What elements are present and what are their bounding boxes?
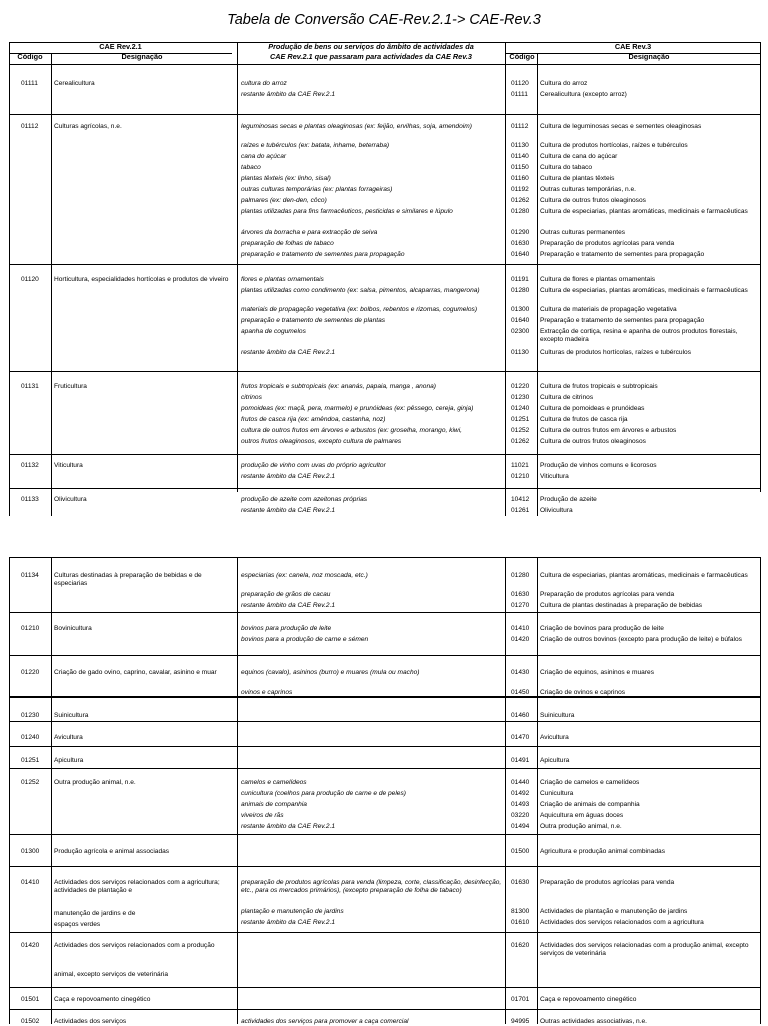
rev3-designation: Cultura de cana do açúcar (540, 153, 618, 160)
rev21-code: 01410 (21, 879, 40, 886)
rev21-designation-continuation: espaços verdes (54, 921, 101, 928)
rev3-code: 01191 (511, 276, 529, 283)
grid-vline (505, 64, 506, 492)
rev3-designation: Cultura de frutos tropicais e subtropicais (540, 383, 658, 390)
grid-vline (760, 557, 761, 1024)
activity-description: palmares (ex: den-den, côco) (241, 197, 327, 204)
rev3-designation: Cultura de outros frutos em árvores e arbustos (540, 427, 677, 434)
rev21-designation: Caça e repovoamento cinegético (54, 996, 151, 1003)
rev3-code: 01240 (511, 405, 530, 412)
rev21-code: 01134 (21, 572, 39, 579)
activity-description: preparação e tratamento de sementes para propagação (241, 251, 405, 258)
rev21-code: 01112 (21, 123, 39, 130)
rev21-code: 01220 (21, 669, 40, 676)
rev21-code: 01252 (21, 779, 40, 786)
header-cae-rev21: CAE Rev.2.1 (99, 42, 142, 51)
activity-description: cultura do arroz (241, 80, 287, 87)
rev3-designation: Criação de bovinos para produção de leite (540, 625, 664, 632)
activity-description: preparação de folhas de tabaco (241, 240, 334, 247)
rev3-designation: Cultura de especiarias, plantas aromáticas, medicinais e farmacêuticas (540, 572, 748, 579)
rev3-designation: Culturas de produtos hortícolas, raízes e tubérculos (540, 349, 692, 356)
activity-description: produção de azeite com azeitonas próprias (241, 496, 368, 503)
activity-description: restante âmbito da CAE Rev.2.1 (241, 473, 336, 480)
activity-description: viveiros de rãs (241, 812, 284, 819)
activity-description: actividades dos serviços para promover a caça comercial (241, 1018, 409, 1025)
grid-hline (9, 655, 760, 656)
rev3-designation: Produção de azeite (540, 496, 597, 503)
grid-hline (9, 768, 760, 769)
grid-vline (9, 557, 10, 1024)
rev21-code: 01132 (21, 462, 39, 469)
rev3-code: 01140 (511, 153, 529, 160)
grid-hline (9, 1009, 760, 1010)
activity-description: plantas têxteis (ex: linho, sisal) (241, 175, 331, 182)
rev3-designation: Cultura do arroz (540, 80, 588, 87)
rev3-code: 01270 (511, 602, 530, 609)
rev3-code: 01492 (511, 790, 530, 797)
grid-vline (505, 492, 506, 516)
rev3-code: 01470 (511, 734, 530, 741)
rev3-code: 01410 (511, 625, 530, 632)
rev3-designation: Apicultura (540, 757, 570, 764)
rev3-code: 01111 (511, 91, 528, 98)
grid-vline (537, 557, 538, 1024)
rev3-designation: Cultura de plantas têxteis (540, 175, 615, 182)
grid-vline (51, 64, 52, 492)
rev21-code: 01251 (21, 757, 40, 764)
rev3-designation: Outra produção animal, n.e. (540, 823, 622, 830)
header-codigo-right: Código (509, 52, 535, 61)
rev3-code: 02300 (511, 328, 530, 335)
rev3-code: 01460 (511, 712, 530, 719)
rev21-code: 01502 (21, 1018, 40, 1025)
rev3-designation: Agricultura e produção animal combinadas (540, 848, 665, 855)
rev3-code: 11021 (511, 462, 529, 469)
rev3-designation: Preparação de produtos agrícolas para venda (540, 591, 675, 598)
rev3-designation: Preparação e tratamento de sementes para propagação (540, 251, 705, 258)
rev3-designation: Preparação de produtos agrícolas para venda (540, 240, 675, 247)
activity-description: raízes e tubérculos (ex: batata, inhame, beterraba) (241, 142, 390, 149)
grid-vline (237, 64, 238, 492)
rev3-designation: Cunicultura (540, 790, 574, 797)
grid-vline (760, 42, 761, 64)
rev3-code: 01640 (511, 251, 530, 258)
rev21-code: 01111 (21, 80, 38, 87)
rev3-designation: Actividades de plantação e manutenção de jardins (540, 908, 688, 915)
activity-description: leguminosas secas e plantas oleaginosas (ex: feijão, ervilhas, soja, amendoim) (241, 123, 472, 130)
rev3-designation: Cultura de produtos hortícolas, raízes e tubérculos (540, 142, 688, 149)
rev21-designation: Horticultura, especialidades hortícolas e produtos de viveiro (54, 276, 229, 283)
rev3-code: 01220 (511, 383, 530, 390)
rev21-designation: Produção agrícola e animal associadas (54, 848, 170, 855)
rev3-code: 01130 (511, 349, 529, 356)
rev3-code: 01120 (511, 80, 529, 87)
rev21-designation: Bovinicultura (54, 625, 92, 632)
rev21-designation: Culturas destinadas à preparação de bebidas e de especiarias (54, 572, 202, 587)
grid-vline (237, 557, 238, 1024)
rev3-designation: Preparação de produtos agrícolas para venda (540, 879, 675, 886)
grid-hline (9, 488, 760, 489)
rev3-designation: Actividades dos serviços relacionados com a agricultura (540, 919, 704, 926)
rev3-code: 01491 (511, 757, 530, 764)
rev3-code: 03220 (511, 812, 530, 819)
grid-hline (9, 64, 760, 65)
rev3-designation: Outras actividades associativas, n.e. (540, 1018, 648, 1025)
rev3-code: 01290 (511, 229, 530, 236)
rev3-code: 01640 (511, 317, 530, 324)
grid-hline (9, 721, 760, 722)
rev3-designation: Cultura de leguminosas secas e sementes oleaginosas (540, 123, 702, 130)
activity-description: pomoideas (ex: maçã, pera, marmelo) e prunóideas (ex: pêssego, cereja, ginja) (241, 405, 474, 412)
rev21-designation: Actividades dos serviços relacionados com a produção (54, 942, 215, 949)
rev21-designation: Criação de gado ovino, caprino, cavalar, asinino e muar (54, 669, 217, 676)
rev3-code: 01450 (511, 689, 530, 696)
grid-vline (51, 492, 52, 516)
rev3-designation: Cerealicultura (excepto arroz) (540, 91, 627, 98)
rev3-designation: Outras culturas permanentes (540, 229, 626, 236)
rev3-designation: Cultura de outros frutos oleaginosos (540, 438, 646, 445)
rev3-code: 01630 (511, 240, 530, 247)
rev3-code: 01500 (511, 848, 530, 855)
activity-description: produção de vinho com uvas do próprio agricultor (241, 462, 386, 469)
rev3-designation: Cultura de flores e plantas ornamentais (540, 276, 656, 283)
rev21-designation-continuation: animal, excepto serviços de veterinária (54, 971, 168, 978)
grid-hline (9, 866, 760, 867)
activity-description: outros frutos oleaginosos, excepto cultura de palmares (241, 438, 402, 445)
rev3-code: 01440 (511, 779, 530, 786)
activity-description: materiais de propagação vegetativa (ex: bolbos, rebentos e rizomas, cogumelos) (241, 306, 478, 313)
grid-vline (9, 64, 10, 492)
rev21-code: 01420 (21, 942, 40, 949)
rev3-designation: Criação de ovinos e caprinos (540, 689, 626, 696)
rev3-designation: Cultura de citrinos (540, 394, 594, 401)
activity-description: restante âmbito da CAE Rev.2.1 (241, 823, 336, 830)
activity-description: preparação e tratamento de sementes de plantas (241, 317, 386, 324)
activity-description: equinos (cavalo), asininos (burro) e muares (mula ou macho) (241, 669, 420, 676)
rev3-designation: Aquicultura em águas doces (540, 812, 624, 819)
rev3-designation: Criação de equinos, asininos e muares (540, 669, 654, 676)
rev3-code: 01610 (511, 919, 530, 926)
activity-description: ovinos e caprinos (241, 689, 293, 696)
rev21-code: 01230 (21, 712, 40, 719)
activity-description: cana do açúcar (241, 153, 287, 160)
grid-hline (9, 932, 760, 933)
rev3-designation: Extracção de cortiça, resina e apanha de outros produtos florestais, excepto madeira (540, 328, 738, 343)
activity-description: preparação de grãos de cacau (241, 591, 331, 598)
page-title: Tabela de Conversão CAE-Rev.2.1-> CAE-Rev.3 (227, 12, 541, 28)
rev3-designation: Cultura de plantas destinadas à preparação de bebidas (540, 602, 703, 609)
rev3-designation: Cultura de outros frutos oleaginosos (540, 197, 646, 204)
rev3-designation: Cultura de especiarias, plantas aromáticas, medicinais e farmacêuticas (540, 208, 748, 215)
rev3-designation: Cultura de materiais de propagação vegetativa (540, 306, 677, 313)
activity-description: tabaco (241, 164, 261, 171)
rev21-code: 01210 (21, 625, 40, 632)
rev3-code: 01300 (511, 306, 530, 313)
rev21-designation: Cerealicultura (54, 80, 95, 87)
grid-vline (9, 492, 10, 516)
activity-description: plantas utilizadas para fins farmacêuticos, pesticidas e similares e lúpulo (241, 208, 453, 215)
activity-description: citrinos (241, 394, 262, 401)
activity-description: plantas utilizadas como condimento (ex: salsa, pimentos, alcaparras, mangerona) (241, 287, 480, 294)
rev3-designation: Cultura do tabaco (540, 164, 593, 171)
header-designacao-right: Designação (628, 52, 670, 61)
rev3-code: 01251 (511, 416, 530, 423)
rev3-code: 01420 (511, 636, 530, 643)
grid-hline (9, 612, 760, 613)
rev3-code: 01192 (511, 186, 529, 193)
rev3-code: 01280 (511, 287, 530, 294)
rev3-designation: Criação de camelos e camelídeos (540, 779, 640, 786)
rev21-designation: Olivicultura (54, 496, 87, 503)
activity-description: restante âmbito da CAE Rev.2.1 (241, 507, 336, 514)
rev3-designation: Preparação e tratamento de sementes para propagação (540, 317, 705, 324)
header-middle-line2: CAE Rev.2.1 que passaram para actividades da CAE Rev.3 (270, 52, 472, 61)
grid-vline (537, 492, 538, 516)
rev3-code: 01494 (511, 823, 530, 830)
rev21-designation-continuation: manutenção de jardins e de (54, 910, 136, 917)
activity-description: frutos tropicais e subtropicais (ex: ananás, papaia, manga , anona) (241, 383, 436, 390)
rev21-code: 01120 (21, 276, 39, 283)
rev3-designation: Cultura de frutos de casca rija (540, 416, 628, 423)
rev3-code: 01280 (511, 572, 530, 579)
header-codigo-left: Código (17, 52, 43, 61)
rev21-code: 01133 (21, 496, 39, 503)
grid-vline (51, 557, 52, 1024)
rev3-code: 01262 (511, 197, 530, 204)
grid-hline (9, 834, 760, 835)
rev3-designation: Suinicultura (540, 712, 575, 719)
rev3-code: 01160 (511, 175, 529, 182)
rev21-code: 01240 (21, 734, 40, 741)
activity-description: especiarias (ex: canela, noz moscada, etc.) (241, 572, 368, 579)
activity-description: restante âmbito da CAE Rev.2.1 (241, 349, 336, 356)
rev21-designation: Fruticultura (54, 383, 87, 390)
rev3-code: 01150 (511, 164, 529, 171)
header-cae-rev3: CAE Rev.3 (614, 42, 652, 51)
activity-description: restante âmbito da CAE Rev.2.1 (241, 91, 336, 98)
rev3-code: 01630 (511, 591, 530, 598)
grid-hline (9, 114, 760, 115)
grid-hline (9, 264, 760, 265)
activity-description: flores e plantas ornamentais (241, 276, 324, 283)
rev21-code: 01300 (21, 848, 40, 855)
rev21-designation: Outra produção animal, n.e. (54, 779, 136, 786)
activity-description: camelos e camelídeos (241, 779, 307, 786)
rev3-code: 94995 (511, 1018, 530, 1025)
rev3-designation: Criação de outros bovinos (excepto para produção de leite) e búfalos (540, 636, 742, 643)
rev3-designation: Cultura de pomoideas e prunóideas (540, 405, 645, 412)
rev3-code: 01280 (511, 208, 530, 215)
grid-vline (760, 64, 761, 492)
activity-description: plantação e manutenção de jardins (241, 908, 344, 915)
activity-description: apanha de cogumelos (241, 328, 306, 335)
rev3-designation: Outras culturas temporárias, n.e. (540, 186, 637, 193)
rev3-code: 10412 (511, 496, 530, 503)
rev3-code: 01262 (511, 438, 530, 445)
rev21-designation: Viticultura (54, 462, 83, 469)
grid-hline (9, 987, 760, 988)
header-designacao-left: Designação (121, 52, 163, 61)
rev3-designation: Avicultura (540, 734, 569, 741)
rev3-code: 01130 (511, 142, 529, 149)
rev3-code: 01493 (511, 801, 530, 808)
rev3-code: 01630 (511, 879, 530, 886)
activity-description: árvores da borracha e para extracção de seiva (241, 229, 378, 236)
rev21-designation: Suinicultura (54, 712, 89, 719)
rev21-designation: Actividades dos serviços (54, 1018, 127, 1025)
rev3-designation: Cultura de especiarias, plantas aromáticas, medicinais e farmacêuticas (540, 287, 748, 294)
rev21-code: 01131 (21, 383, 39, 390)
rev3-designation: Actividades dos serviços relacionadas com a produção animal, excepto serviços de veterinária (540, 942, 749, 957)
grid-hline (9, 454, 760, 455)
rev3-code: 81300 (511, 908, 530, 915)
grid-vline (537, 64, 538, 492)
rev3-designation: Produção de vinhos comuns e licorosos (540, 462, 657, 469)
activity-description: bovinos para produção de leite (241, 625, 332, 632)
activity-description: restante âmbito da CAE Rev.2.1 (241, 602, 336, 609)
rev3-code: 01620 (511, 942, 530, 949)
activity-description: cultura de outros frutos em árvores e arbustos (ex: groselha, morango, kiwi, (241, 427, 462, 434)
rev3-designation: Viticultura (540, 473, 569, 480)
rev21-designation: Avicultura (54, 734, 83, 741)
rev3-code: 01701 (511, 996, 530, 1003)
activity-description: preparação de produtos agrícolas para venda (limpeza, corte, classificação, desinfecção, etc., para os mercados primários), (excepto preparação de folha de tabaco) (241, 879, 502, 894)
rev3-code: 01112 (511, 123, 529, 130)
activity-description: bovinos para a produção de carne e sémen (241, 636, 369, 643)
grid-vline (505, 557, 506, 1024)
activity-description: outras culturas temporárias (ex: plantas forrageiras) (241, 186, 393, 193)
header-middle-line1: Produção de bens ou serviços do âmbito de actividades da (268, 42, 474, 51)
rev3-code: 01261 (511, 507, 530, 514)
rev21-code: 01501 (21, 996, 40, 1003)
grid-hline (9, 557, 760, 558)
rev3-code: 01430 (511, 669, 530, 676)
rev3-designation: Criação de animais de companhia (540, 801, 640, 808)
activity-description: restante âmbito da CAE Rev.2.1 (241, 919, 336, 926)
rev3-code: 01210 (511, 473, 530, 480)
rev3-code: 01230 (511, 394, 530, 401)
rev3-code: 01252 (511, 427, 530, 434)
activity-description: cunicultura (coelhos para produção de carne e de peles) (241, 790, 406, 797)
rev21-designation: Culturas agrícolas, n.e. (54, 123, 122, 130)
activity-description: frutos de casca rija (ex: amêndoa, castanha, noz) (241, 416, 386, 423)
rev21-designation: Actividades dos serviços relacionados com a agricultura; actividades de plantação e (54, 879, 220, 894)
activity-description: animais de companhia (241, 801, 307, 808)
grid-hline (9, 371, 760, 372)
rev3-designation: Olivicultura (540, 507, 573, 514)
rev3-designation: Caça e repovoamento cinegético (540, 996, 637, 1003)
grid-hline (9, 697, 760, 698)
grid-hline (9, 746, 760, 747)
rev21-designation: Apicultura (54, 757, 84, 764)
